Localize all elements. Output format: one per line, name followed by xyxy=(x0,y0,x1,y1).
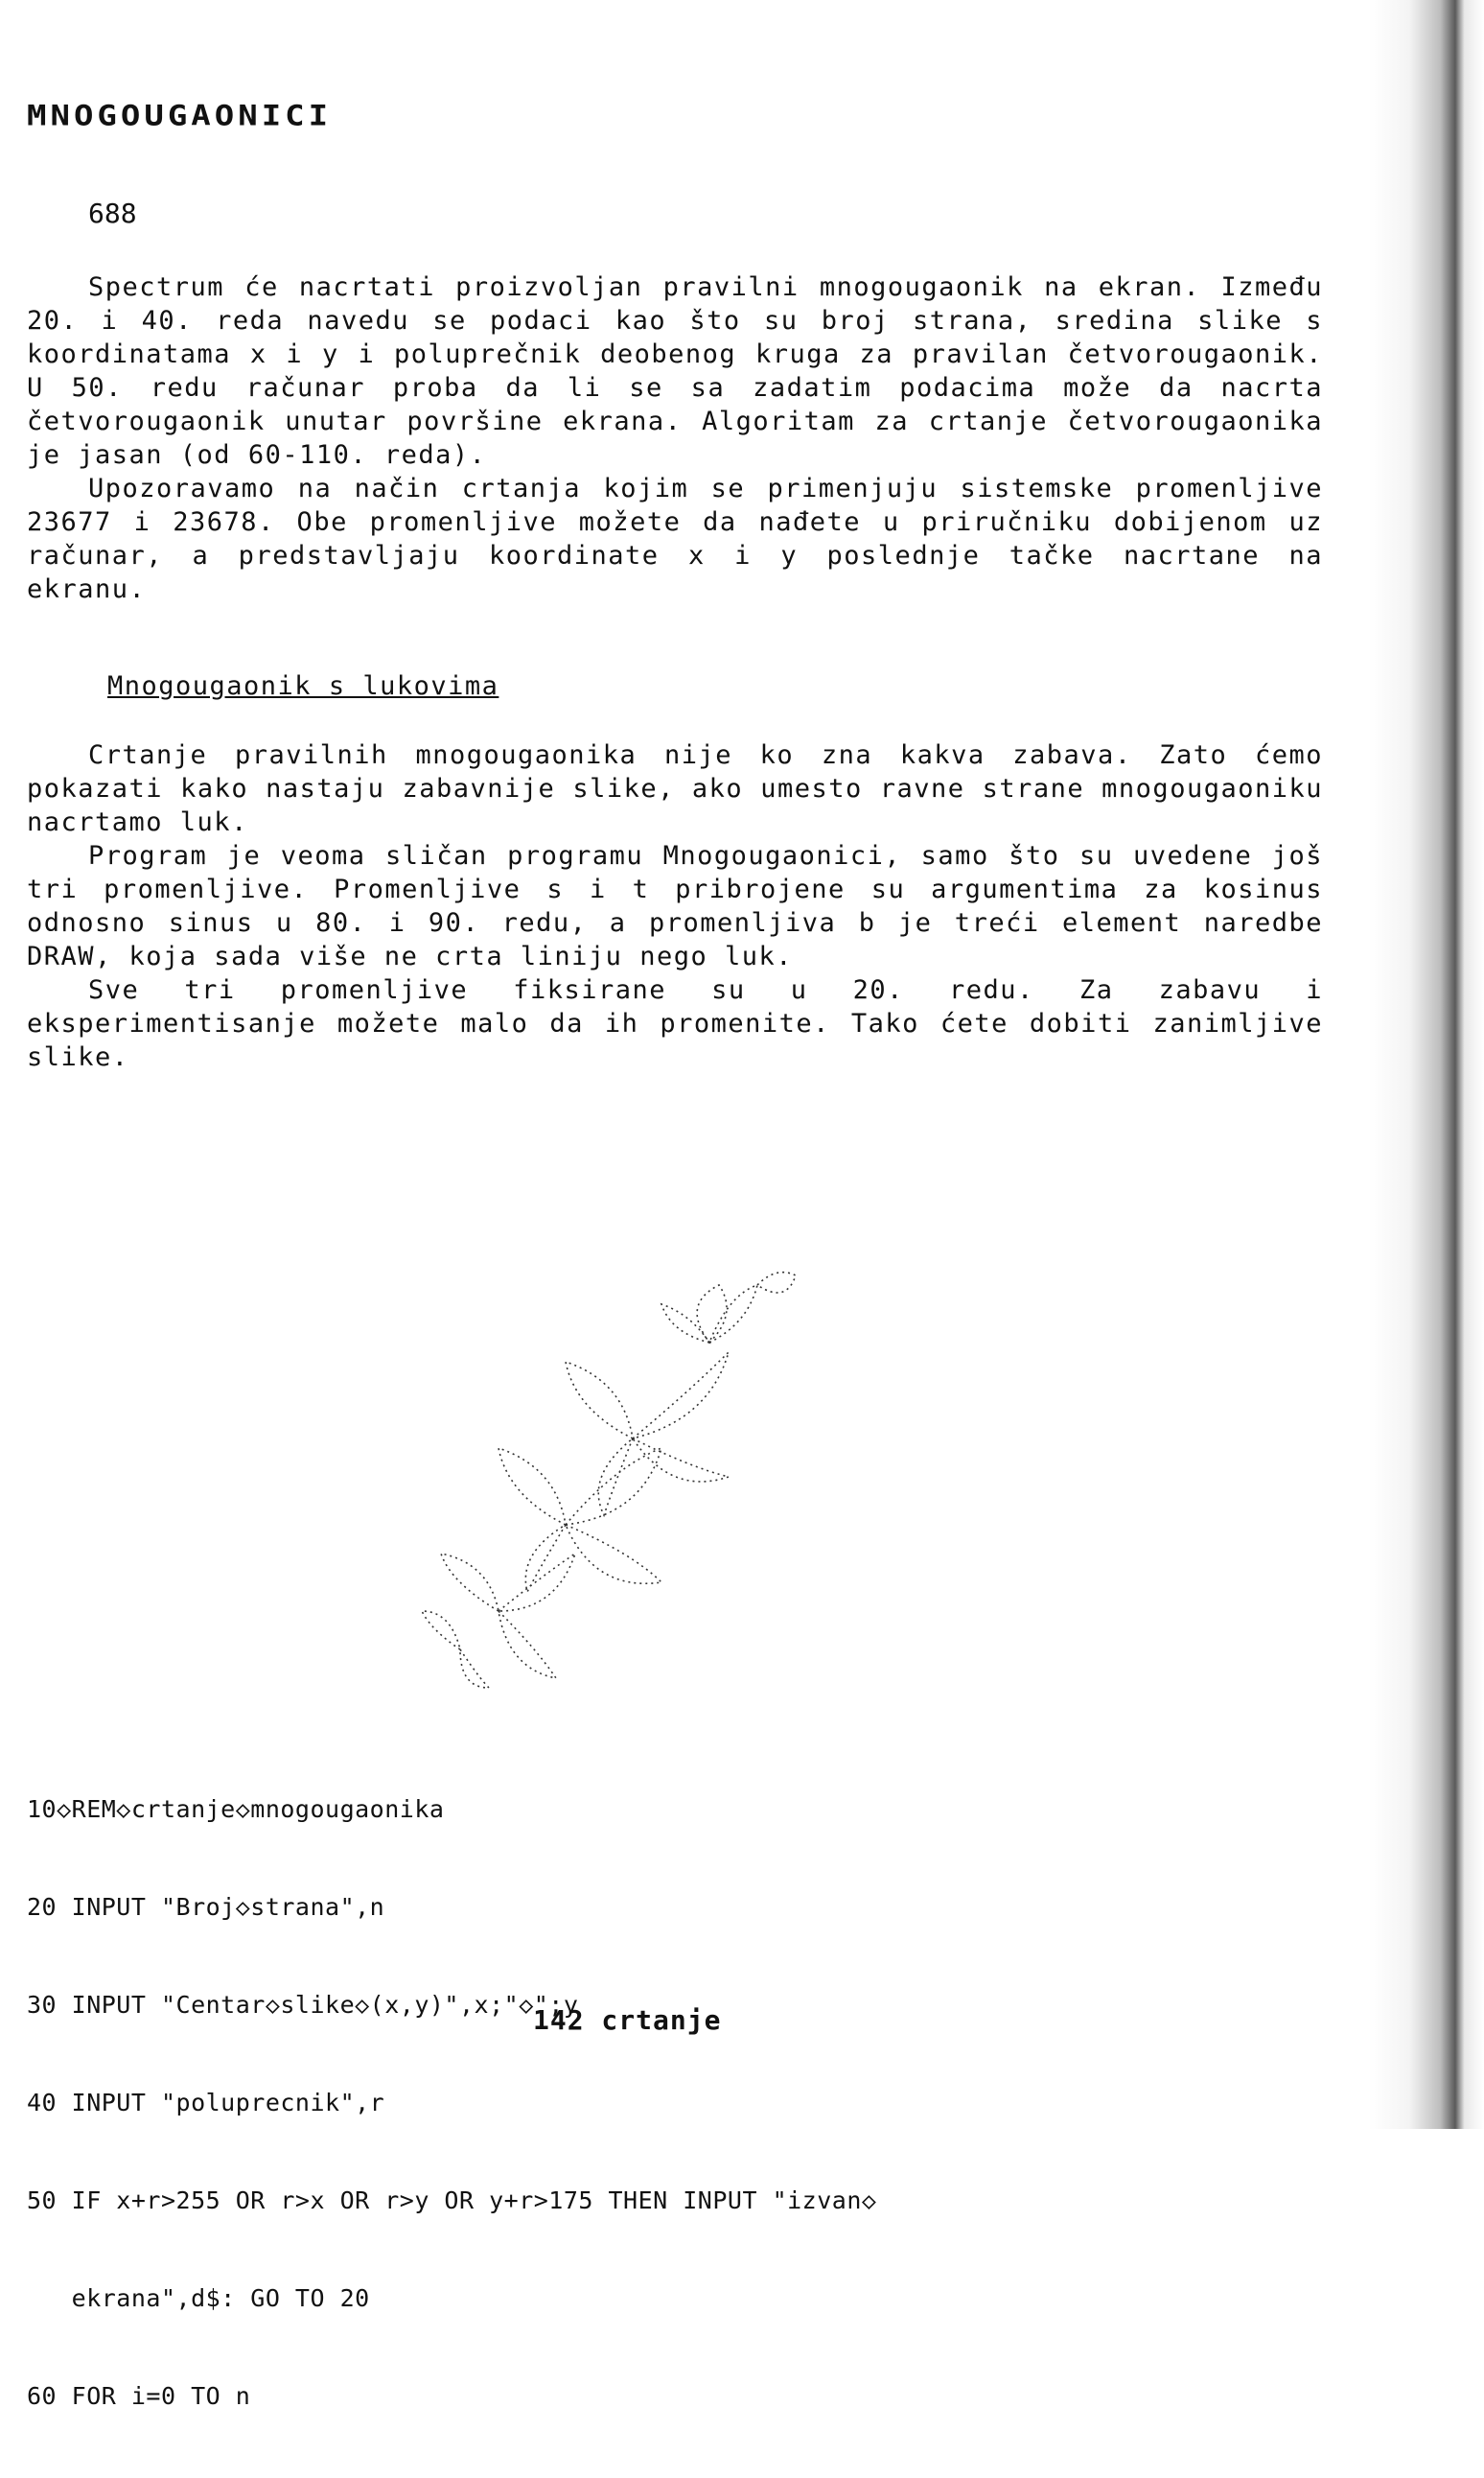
code-line: 60 FOR i=0 TO n xyxy=(27,2382,251,2410)
code-line: 10◇REM◇crtanje◇mnogougaonika xyxy=(27,1795,445,1823)
arc-polygon-figure xyxy=(422,1247,978,1707)
section-title: Mnogougaonik s lukovima xyxy=(107,671,499,701)
paragraph: Sve tri promenljive fiksirane su u 20. redu. Za zabavu i eksperimentisanje možete malo da ih promenite. Tako ćete dobiti zanimljive slike. xyxy=(27,975,1323,1072)
paragraph: Crtanje pravilnih mnogougaonika nije ko zna kakva zabava. Zato ćemo pokazati kako nastaju zabavnije slike, ako umesto ravne strane mnogougaoniku nacrtamo luk. xyxy=(27,740,1323,837)
page-header: MNOGOUGAONICI xyxy=(27,100,333,132)
paragraph: Program je veoma sličan programu Mnogougaonici, samo što su uvedene još tri promenljive. Promenljive s i t pribrojene su argumentima za kosinus odnosno sinus u 80. i 90. redu, a promenljiva b je treći element naredbe DRAW, koja sada više ne crta liniju nego luk. xyxy=(27,841,1323,971)
code-line: ekrana",d$: GO TO 20 xyxy=(27,2284,370,2312)
code-line: 40 INPUT "poluprecnik",r xyxy=(27,2089,385,2116)
code-line: 20 INPUT "Broj◇strana",n xyxy=(27,1893,385,1921)
section-1-text xyxy=(27,270,1323,606)
page-footer: 142 crtanje xyxy=(533,2004,722,2036)
code-line: 50 IF x+r>255 OR r>x OR r>y OR y+r>175 THEN INPUT "izvan◇ xyxy=(27,2186,877,2214)
paragraph: Spectrum će nacrtati proizvoljan pravilni mnogougaonik na ekran. Između 20. i 40. reda navedu se podaci kao što su broj strana, sredina slike s koordinatama x i y i poluprečnik deobenog kruga za pravilan četvorougaonik. U 50. redu računar proba da li se sa zadatim podacima može da nacrta četvorougaonik unutar površine ekrana. Algoritam za crtanje četvorougaonika je jasan (od 60-110. reda). xyxy=(27,272,1323,470)
basic-code-listing xyxy=(27,1728,1081,2478)
section-2-text xyxy=(27,738,1323,1074)
program-number: 688 xyxy=(88,198,137,229)
code-line: 30 INPUT "Centar◇slike◇(x,y)",x;"◇";y xyxy=(27,1991,579,2019)
page-binding-shadow xyxy=(1369,0,1484,2129)
paragraph: Upozoravamo na način crtanja kojim se primenjuju sistemske promenljive 23677 i 23678. Obe promenljive možete da nađete u priručniku dobijenom uz računar, a predstavljaju koordinate x i y poslednje tačke nacrtane na ekranu. xyxy=(27,474,1323,604)
